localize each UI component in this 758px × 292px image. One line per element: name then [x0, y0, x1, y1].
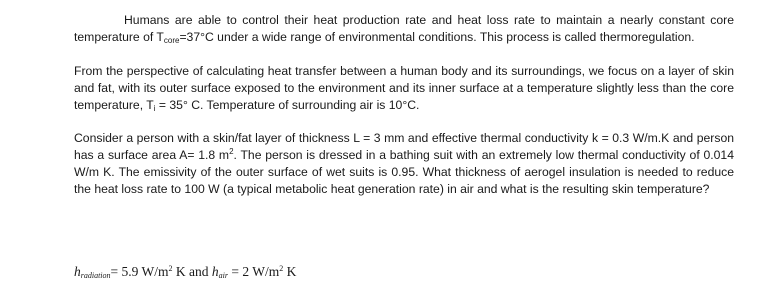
paragraph-2-text-a: From the perspective of calculating heat transfer between a human body and its surroundings, we focus on a layer of skin and fat, with its outer surface exposed to the environment and its inner surface at a temperature slightly less than the core temperature, T	[74, 64, 734, 112]
superscript-2: 2	[229, 147, 234, 156]
h-radiation-symbol: h	[74, 264, 81, 279]
h-air-value: = 2 W/m	[228, 264, 280, 279]
problem-text	[74, 12, 734, 198]
paragraph-skin-layer	[74, 63, 734, 114]
h-radiation-value: = 5.9 W/m	[110, 264, 169, 279]
paragraph-spacer	[74, 114, 734, 130]
h-radiation-unit: K and	[172, 264, 212, 279]
paragraph-question	[74, 130, 734, 198]
paragraph-3-text-b: . The person is dressed in a bathing suit with an extremely low thermal conductivity of 0.014 W/m K. The emissivity of the outer surface of wet suits is 0.95. What thickness of aerogel insulation is needed to reduce the heat loss rate to 100 W (a typical metabolic heat generation rate) in air and what is the resulting skin temperature?	[74, 148, 734, 196]
h-air-symbol: h	[211, 264, 219, 279]
h-air-subscript: air	[218, 271, 228, 280]
h-radiation-subscript: radiation	[80, 271, 111, 280]
h-air-unit: K	[283, 264, 297, 279]
paragraph-2-text-b: = 35° C. Temperature of surrounding air is 10°C.	[155, 98, 420, 112]
h-radiation-exponent: 2	[168, 264, 173, 273]
paragraph-1-text-a: Humans are able to control their heat production rate and heat loss rate to maintain a nearly constant core temperature of T	[74, 13, 734, 44]
subscript-core: core	[163, 36, 180, 45]
paragraph-thermoregulation	[74, 12, 734, 46]
paragraph-1-text-b: =37°C under a wide range of environmental conditions. This process is called thermoregulation.	[179, 30, 695, 44]
given-coefficients	[74, 263, 296, 280]
paragraph-3-text-a: Consider a person with a skin/fat layer of thickness L = 3 mm and effective thermal conductivity k = 0.3 W/m.K and person has a surface area A= 1.8 m	[74, 131, 734, 162]
paragraph-spacer	[74, 46, 734, 63]
h-air-exponent: 2	[279, 264, 284, 273]
subscript-i: i	[153, 104, 156, 113]
